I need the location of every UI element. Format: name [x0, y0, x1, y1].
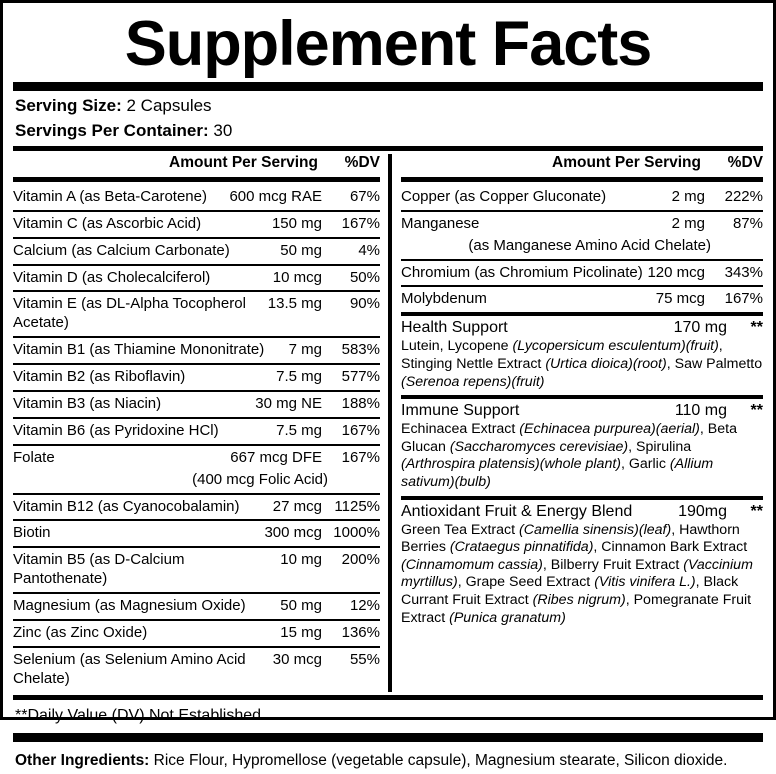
table-row: [13, 546, 380, 592]
nutrient-dv: 167%: [341, 448, 380, 466]
left-dv-header: %DV: [344, 153, 380, 171]
nutrient-amount: 15 mg: [280, 624, 322, 642]
nutrient-dv: 167%: [341, 421, 380, 439]
left-header-divider: [13, 177, 380, 182]
nutrient-secondary-line: [401, 237, 763, 259]
left-column: [13, 154, 388, 692]
divider-above-footnote: [13, 695, 763, 700]
nutrient-dv: 343%: [724, 263, 763, 281]
nutrient-amount: 10 mcg: [272, 268, 322, 286]
table-row: [401, 210, 763, 237]
nutrient-secondary-text: (as Manganese Amino Acid Chelate): [468, 236, 711, 254]
right-nutrient-list: [401, 185, 763, 312]
blend-name: Health Support: [401, 319, 508, 337]
left-nutrient-list: [13, 185, 380, 692]
table-row: [401, 259, 763, 286]
blend-dv: **: [750, 502, 763, 520]
nutrient-dv: 583%: [341, 341, 380, 359]
nutrient-amount: 7.5 mg: [276, 368, 322, 386]
servings-per-container-line: [15, 120, 763, 142]
servings-per-container-value: 30: [213, 121, 233, 141]
nutrient-amount: 120 mcg: [647, 263, 705, 281]
nutrient-dv: 55%: [349, 650, 380, 668]
nutrient-dv: 200%: [341, 551, 380, 569]
table-row: [401, 285, 763, 312]
blend-name: Immune Support: [401, 402, 520, 420]
nutrient-name: Copper (as Copper Gluconate): [401, 187, 607, 205]
nutrient-amount: 10 mg: [280, 551, 322, 569]
divider-below-serving: [13, 146, 763, 151]
blend-amount: 110 mg: [674, 402, 727, 420]
nutrient-amount: 50 mg: [280, 241, 322, 259]
right-amount-per-serving-header: Amount Per Serving: [552, 153, 701, 171]
nutrient-name: Vitamin E (as DL-Alpha Tocopherol Acetate): [13, 295, 246, 332]
serving-size-label: Serving Size:: [15, 96, 122, 115]
left-column-header: [13, 154, 380, 174]
blend-amount: 190mg: [678, 502, 727, 520]
nutrient-dv: 167%: [724, 290, 763, 308]
nutrient-secondary-spacer: [328, 471, 380, 490]
nutrient-name: Biotin: [13, 524, 51, 542]
table-row: [13, 185, 380, 210]
blend-header: [401, 312, 763, 338]
table-row: [13, 592, 380, 619]
nutrient-name: Selenium (as Selenium Amino Acid Chelate): [13, 650, 246, 687]
nutrient-dv: 4%: [358, 241, 380, 259]
nutrient-name: Vitamin B12 (as Cyanocobalamin): [13, 497, 240, 515]
blend-header: [401, 496, 763, 522]
divider-above-other-ingredients: [13, 733, 763, 742]
blend-ingredients: Green Tea Extract (Camellia sinensis)(leaf), Hawthorn Berries (Crataegus pinnatifida), Cinnamon Bark Extract (Cinnamomum cassia), Bilberry Fruit Extract (Vaccinium myrtillus), Grape Seed Extract (Vitis vinifera L.), Black Currant Fruit Extract (Ribes nigrum), Pomegranate Fruit Extract (Punica granatum): [401, 521, 753, 626]
nutrient-dv: 87%: [732, 214, 763, 232]
table-row: [13, 619, 380, 646]
table-row: [13, 417, 380, 444]
nutrient-name: Chromium (as Chromium Picolinate): [401, 263, 643, 281]
nutrient-dv: 1125%: [334, 497, 380, 515]
nutrient-name: Vitamin A (as Beta-Carotene): [13, 187, 207, 205]
blend-dv: **: [750, 402, 763, 420]
nutrient-dv: 12%: [349, 597, 380, 615]
servings-per-container-label: Servings Per Container:: [15, 121, 209, 141]
nutrient-dv: 90%: [349, 295, 380, 313]
nutrient-dv: 188%: [341, 395, 380, 412]
nutrient-dv: 577%: [341, 368, 380, 386]
blend-list: [401, 312, 763, 631]
nutrient-name: Folate: [13, 448, 55, 466]
nutrient-name: Magnesium (as Magnesium Oxide): [13, 597, 246, 615]
right-column-header: [401, 154, 763, 174]
nutrient-amount: 7 mg: [288, 341, 322, 359]
nutrient-name: Manganese: [401, 214, 480, 232]
nutrient-dv: 1000%: [333, 524, 380, 542]
table-row: [13, 519, 380, 546]
nutrient-secondary-line: [13, 471, 380, 493]
nutrient-name: Vitamin B2 (as Riboflavin): [13, 368, 186, 386]
table-row: [13, 336, 380, 363]
nutrient-name: Vitamin B3 (as Niacin): [13, 395, 162, 412]
nutrient-amount: 600 mcg RAE: [229, 187, 322, 205]
nutrient-amount: 30 mg NE: [255, 395, 322, 412]
nutrient-name: Vitamin C (as Ascorbic Acid): [13, 214, 202, 232]
serving-size-value: 2 Capsules: [126, 96, 212, 115]
blend-dv: **: [750, 319, 763, 337]
page-title: Supplement Facts: [124, 9, 652, 79]
nutrient-name: Vitamin B6 (as Pyridoxine HCl): [13, 421, 219, 439]
nutrient-amount: 7.5 mg: [276, 421, 322, 439]
nutrient-dv: 222%: [724, 187, 763, 205]
table-row: [13, 264, 380, 291]
table-row: [13, 390, 380, 417]
nutrient-amount: 30 mcg: [272, 650, 322, 668]
facts-columns: [13, 154, 763, 692]
other-ingredients-value: Rice Flour, Hypromellose (vegetable capsule), Magnesium stearate, Silicon dioxide.: [153, 751, 728, 769]
nutrient-dv: 167%: [341, 214, 380, 232]
daily-value-footnote: **Daily Value (DV) Not Established: [15, 706, 262, 724]
nutrient-amount: 2 mg: [671, 214, 705, 232]
table-row: [13, 290, 380, 336]
other-ingredients-label: Other Ingredients:: [15, 751, 150, 769]
table-row: [13, 444, 380, 471]
nutrient-amount: 75 mcg: [655, 290, 705, 308]
right-column: [388, 154, 763, 692]
nutrient-dv: 50%: [349, 268, 380, 286]
nutrient-amount: 2 mg: [671, 187, 705, 205]
blend-name: Antioxidant Fruit & Energy Blend: [401, 502, 633, 520]
nutrient-amount: 50 mg: [280, 597, 322, 615]
nutrient-amount: 27 mcg: [272, 497, 322, 515]
nutrient-amount: 150 mg: [271, 214, 322, 232]
nutrient-name: Vitamin B5 (as D-Calcium Pantothenate): [13, 551, 185, 588]
table-row: [13, 493, 380, 520]
nutrient-dv: 136%: [341, 624, 380, 642]
table-row: [13, 210, 380, 237]
nutrient-amount: 300 mcg: [264, 524, 322, 542]
blend-amount: 170 mg: [673, 319, 727, 337]
serving-size-line: [15, 95, 763, 117]
divider-thick-top: [13, 82, 763, 91]
nutrient-name: Calcium (as Calcium Carbonate): [13, 241, 230, 259]
blend-ingredients: Lutein, Lycopene (Lycopersicum esculentum)(fruit), Stinging Nettle Extract (Urtica dioica)(root), Saw Palmetto (Serenoa repens)(fruit): [401, 338, 763, 390]
nutrient-name: Molybdenum: [401, 290, 487, 308]
nutrient-name: Vitamin B1 (as Thiamine Mononitrate): [13, 341, 265, 359]
nutrient-secondary-text: (400 mcg Folic Acid): [192, 470, 328, 488]
table-row: [13, 363, 380, 390]
table-row: [13, 646, 380, 692]
table-row: [13, 237, 380, 264]
right-header-divider: [401, 177, 763, 182]
nutrient-name: Vitamin D (as Cholecalciferol): [13, 268, 211, 286]
nutrient-name: Zinc (as Zinc Oxide): [13, 624, 148, 642]
nutrient-secondary-spacer: [711, 237, 763, 256]
left-amount-per-serving-header: Amount Per Serving: [169, 153, 318, 171]
right-dv-header: %DV: [727, 153, 763, 171]
blend-header: [401, 395, 763, 421]
other-ingredients: [13, 746, 763, 774]
blend-ingredients: Echinacea Extract (Echinacea purpurea)(aerial), Beta Glucan (Saccharomyces cerevisiae), Spirulina (Arthrospira platensis)(whole plant), Garlic (Allium sativum)(bulb): [401, 421, 737, 490]
nutrient-amount: 667 mcg DFE: [230, 448, 322, 466]
table-row: [401, 185, 763, 210]
nutrient-amount: 13.5 mg: [267, 295, 322, 313]
nutrient-dv: 67%: [349, 187, 380, 205]
